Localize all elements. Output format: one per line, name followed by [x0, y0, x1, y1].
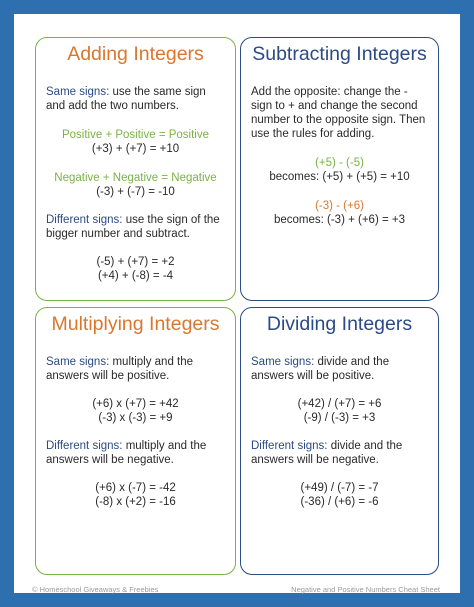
adding-example-2: (+4) + (-8) = -4 [97, 270, 174, 282]
adding-integers-card [35, 37, 236, 301]
multiply-example-3: (+6) x (-7) = -42 [95, 482, 176, 494]
multiply-example-1: (+6) x (+7) = +42 [92, 398, 179, 410]
negative-example: (-3) + (-7) = -10 [96, 186, 175, 198]
different-signs-text: divide and the answers will be negative. [251, 440, 403, 466]
different-signs-keyword: Different signs: [46, 214, 123, 226]
dividing-integers-card [240, 307, 439, 575]
adding-same-signs-rule [36, 85, 235, 113]
different-signs-keyword: Different signs: [251, 440, 328, 452]
same-signs-keyword: Same signs: [251, 356, 315, 368]
footer-copyright: © Homeschool Giveaways & Freebies [32, 585, 159, 594]
footer-sheet-title: Negative and Positive Numbers Cheat Sheet [291, 585, 440, 594]
negative-plus-negative-label: Negative + Negative = Negative [54, 172, 217, 184]
adding-different-signs-rule [36, 213, 235, 241]
divide-example-2: (-9) / (-3) = +3 [303, 412, 376, 424]
same-signs-text: divide and the answers will be positive. [251, 356, 390, 382]
different-signs-text: use the sign of the bigger number and subtract. [46, 214, 220, 240]
subtracting-rule: Add the opposite: change the - sign to + and change the second number to the opposite sign. Then use the rules for adding. [251, 86, 426, 140]
adding-example-1: (-5) + (+7) = +2 [96, 256, 175, 268]
adding-title: Adding Integers [67, 43, 204, 65]
multiplying-same-signs-rule [36, 355, 235, 383]
positive-plus-positive-label: Positive + Positive = Positive [61, 129, 209, 141]
subtract-example-2-label: (-3) - (+6) [315, 200, 364, 212]
multiplying-title: Multiplying Integers [51, 313, 220, 335]
subtract-example-1-label: (+5) - (-5) [315, 157, 364, 169]
same-signs-text: use the same sign and add the two numbers. [46, 86, 206, 112]
multiplying-different-signs-rule [36, 439, 235, 467]
multiply-example-4: (-8) x (+2) = -16 [95, 496, 176, 508]
multiply-example-2: (-3) x (-3) = +9 [98, 412, 173, 424]
subtract-example-2: becomes: (-3) + (+6) = +3 [273, 214, 406, 226]
divide-example-4: (-36) / (+6) = -6 [300, 496, 379, 508]
different-signs-text: multiply and the answers will be negative. [46, 440, 207, 466]
multiplying-integers-card [35, 307, 236, 575]
same-signs-keyword: Same signs: [46, 356, 110, 368]
same-signs-keyword: Same signs: [46, 86, 110, 98]
different-signs-keyword: Different signs: [46, 440, 123, 452]
divide-example-1: (+42) / (+7) = +6 [297, 398, 382, 410]
subtracting-title: Subtracting Integers [252, 43, 427, 65]
dividing-different-signs-rule [241, 439, 438, 467]
subtracting-integers-card [240, 37, 439, 301]
cheat-sheet-page [14, 14, 460, 593]
positive-example: (+3) + (+7) = +10 [91, 143, 180, 155]
dividing-title: Dividing Integers [266, 313, 413, 335]
subtract-example-1: becomes: (+5) + (+5) = +10 [269, 171, 410, 183]
dividing-same-signs-rule [241, 355, 438, 383]
same-signs-text: multiply and the answers will be positive. [46, 356, 194, 382]
divide-example-3: (+49) / (-7) = -7 [300, 482, 379, 494]
